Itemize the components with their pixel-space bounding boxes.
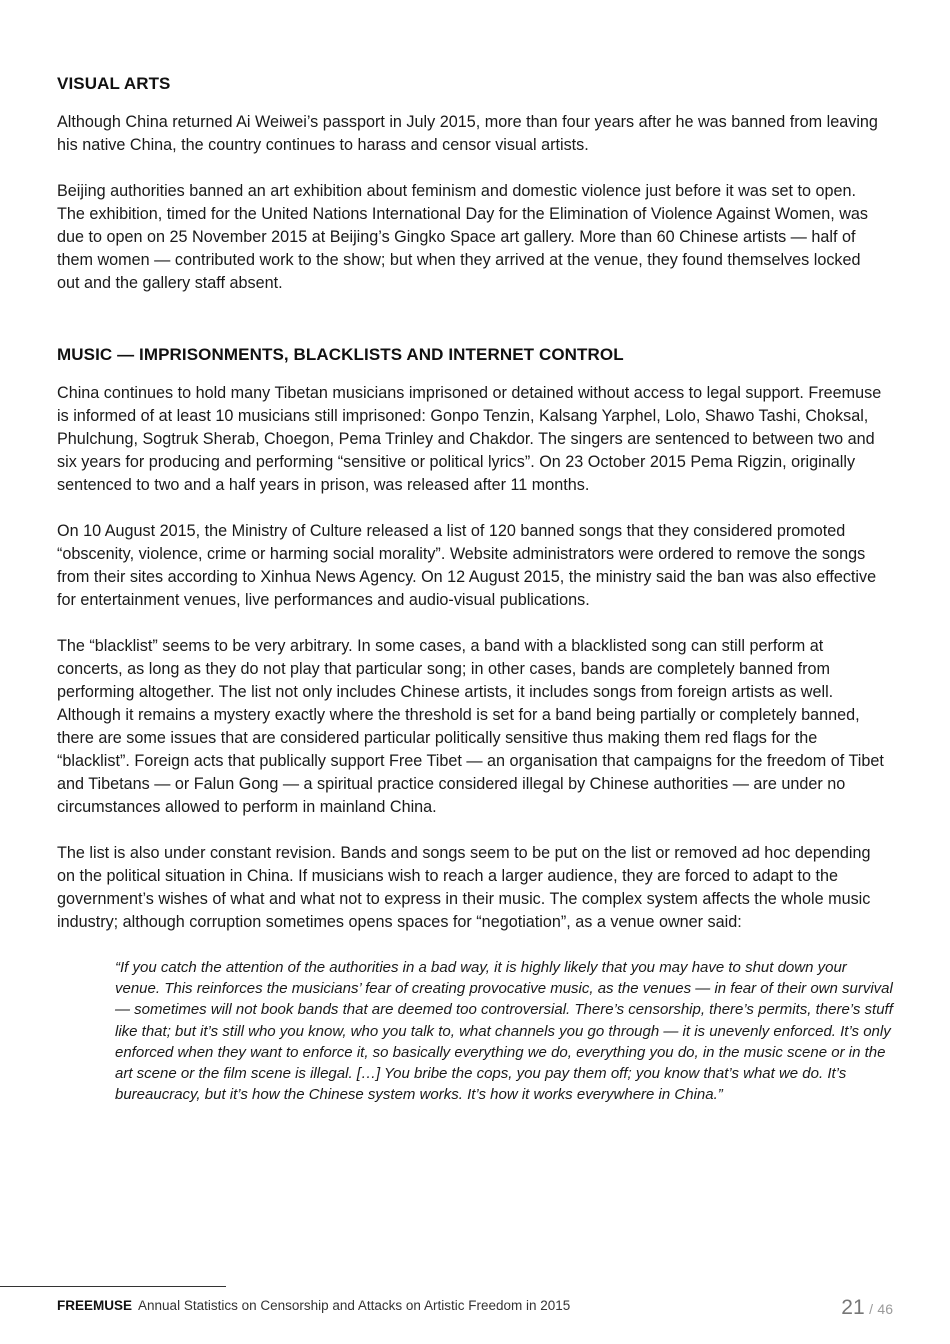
page-indicator	[841, 1296, 893, 1320]
section-heading-visual-arts: VISUAL ARTS	[57, 74, 171, 93]
venue-owner-quote: “If you catch the attention of the authorities in a bad way, it is highly likely that you may have to shut down your venue. This reinforces the musicians’ fear of creating provocative music, as the venues — in fear of their own survival — sometimes will not book bands that are deemed too controversial. There’s censorship, there’s permits, there’s stuff like that; but it’s still who you know, who you talk to, what channels you go through — it is unevenly enforced. It’s only enforced when they want to enforce it, so basically everything we do, everything you do, in the music scene or in the art scene or the film scene is illegal. […] You bribe the cops, you pay them off; you know that’s what we do. It’s bureaucracy, but it’s how the Chinese system works. It’s how it works everywhere in China.”	[115, 959, 893, 1104]
paragraph: The list is also under constant revision. Bands and songs seem to be put on the list or removed ad hoc depending on the political situation in China. If musicians wish to reach a larger audience, they are forced to adapt to the government’s wishes of what and what not to express in their music. The complex system affects the whole music industry; although corruption sometimes opens spaces for “negotiation”, as a venue owner said:	[57, 844, 871, 931]
page-number: 21	[841, 1296, 865, 1319]
page-total: 46	[877, 1301, 893, 1317]
paragraph: Beijing authorities banned an art exhibition about feminism and domestic violence just before it was set to open. The exhibition, timed for the United Nations International Day for the Elimination of Violence Against Women, was due to open on 25 November 2015 at Beijing’s Gingko Space art gallery. More than 60 Chinese artists — half of them women — contributed work to the show; but when they arrived at the venue, they found themselves locked out and the gallery staff absent.	[57, 182, 869, 292]
footer-title: Annual Statistics on Censorship and Attacks on Artistic Freedom in 2015	[138, 1298, 571, 1313]
page-footer	[57, 1296, 893, 1324]
footer-divider	[0, 1286, 226, 1287]
footer-brand: FREEMUSE	[57, 1298, 133, 1313]
paragraph: China continues to hold many Tibetan musicians imprisoned or detained without access to legal support. Freemuse is informed of at least 10 musicians still imprisoned: Gonpo Tenzin, Kalsang Yarphel, Lolo, Shawo Tashi, Choksal, Phulchung, Sogtruk Sherab, Choegon, Pema Trinley and Chakdor. The singers are sentenced to between two and six years for producing and performing “sensitive or political lyrics”. On 23 October 2015 Pema Rigzin, originally sentenced to two and a half years in prison, was released after 11 months.	[57, 384, 882, 494]
paragraph: The “blacklist” seems to be very arbitrary. In some cases, a band with a blacklisted song can still perform at concerts, as long as they do not play that particular song; in other cases, bands are completely banned from performing altogether. The list not only includes Chinese artists, it includes songs from foreign artists as well. Although it remains a mystery exactly where the threshold is set for a band being partially or completely banned, there are some issues that are considered particular politically sensitive thus making them red flags for the “blacklist”. Foreign acts that publically support Free Tibet — an organisation that campaigns for the freedom of Tibet and Tibetans — or Falun Gong — a spiritual practice considered illegal by Chinese authorities — are under no circumstances allowed to perform in mainland China.	[57, 637, 884, 816]
page-content	[57, 72, 893, 1105]
paragraph: Although China returned Ai Weiwei’s passport in July 2015, more than four years after he was banned from leaving his native China, the country continues to harass and censor visual artists.	[57, 113, 878, 154]
footer-publication	[57, 1298, 570, 1313]
paragraph: On 10 August 2015, the Ministry of Culture released a list of 120 banned songs that they considered promoted “obscenity, violence, crime or harming social morality”. Website administrators were ordered to remove the songs from their sites according to Xinhua News Agency. On 12 August 2015, the ministry said the ban was also effective for entertainment venues, live performances and audio-visual publications.	[57, 522, 877, 609]
section-heading-music: MUSIC — IMPRISONMENTS, BLACKLISTS AND INTERNET CONTROL	[57, 345, 624, 364]
page-separator: /	[869, 1301, 873, 1317]
